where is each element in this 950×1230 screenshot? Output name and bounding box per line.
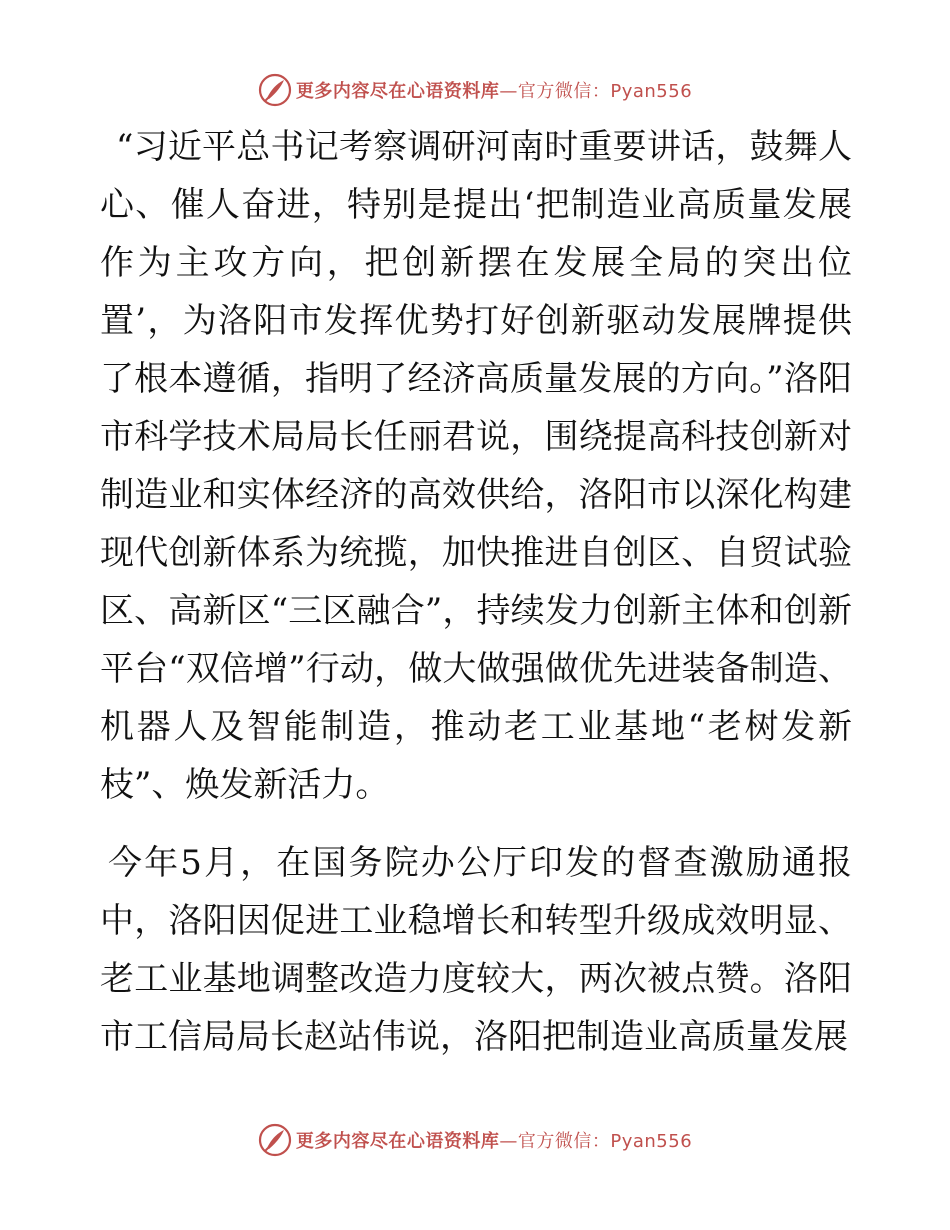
banner-site-text: 更多内容尽在心语资料库 bbox=[295, 1131, 500, 1152]
paragraph-1: “习近平总书记考察调研河南时重要讲话，鼓舞人心、催人奋进，特别是提出‘把制造业高质量发展作为主攻方向，把创新摆在发展全局的突出位置’，为洛阳市发挥优势打好创新驱动发展牌提供了根本遵循，指明了经济高质量发展的方向。”洛阳市科学技术局局长任丽君说，围绕提高科技创新对制造业和实体经济的高效供给，洛阳市以深化构建现代创新体系为统揽，加快推进自创区、自贸试验区、高新区“三区融合”，持续发力创新主体和创新平台“双倍增”行动，做大做强做优先进装备制造、机器人及智能制造，推动老工业基地“老树发新枝”、焕发新活力。 bbox=[100, 127, 852, 805]
banner-site-text: 更多内容尽在心语资料库 bbox=[295, 81, 500, 102]
banner-text bbox=[296, 77, 692, 103]
banner-contact-text: 官方微信： bbox=[517, 1131, 611, 1152]
banner-wechat-id: Pyan556 bbox=[610, 1131, 693, 1152]
banner-separator: — bbox=[499, 1131, 518, 1152]
banner-separator: — bbox=[499, 81, 518, 102]
header-banner bbox=[0, 70, 950, 110]
banner-contact-text: 官方微信： bbox=[517, 81, 611, 102]
paragraph-2: 今年5月，在国务院办公厅印发的督查激励通报中，洛阳因促进工业稳增长和转型升级成效明显、老工业基地调整改造力度较大，两次被点赞。洛阳市工信局局长赵站伟说，洛阳把制造业高质量发展 bbox=[100, 843, 852, 1057]
banner-text bbox=[296, 1127, 692, 1153]
document-body bbox=[100, 118, 852, 1066]
quill-pen-icon bbox=[258, 73, 292, 107]
quill-pen-icon bbox=[258, 1123, 292, 1157]
footer-banner bbox=[0, 1120, 950, 1160]
banner-wechat-id: Pyan556 bbox=[610, 81, 693, 102]
